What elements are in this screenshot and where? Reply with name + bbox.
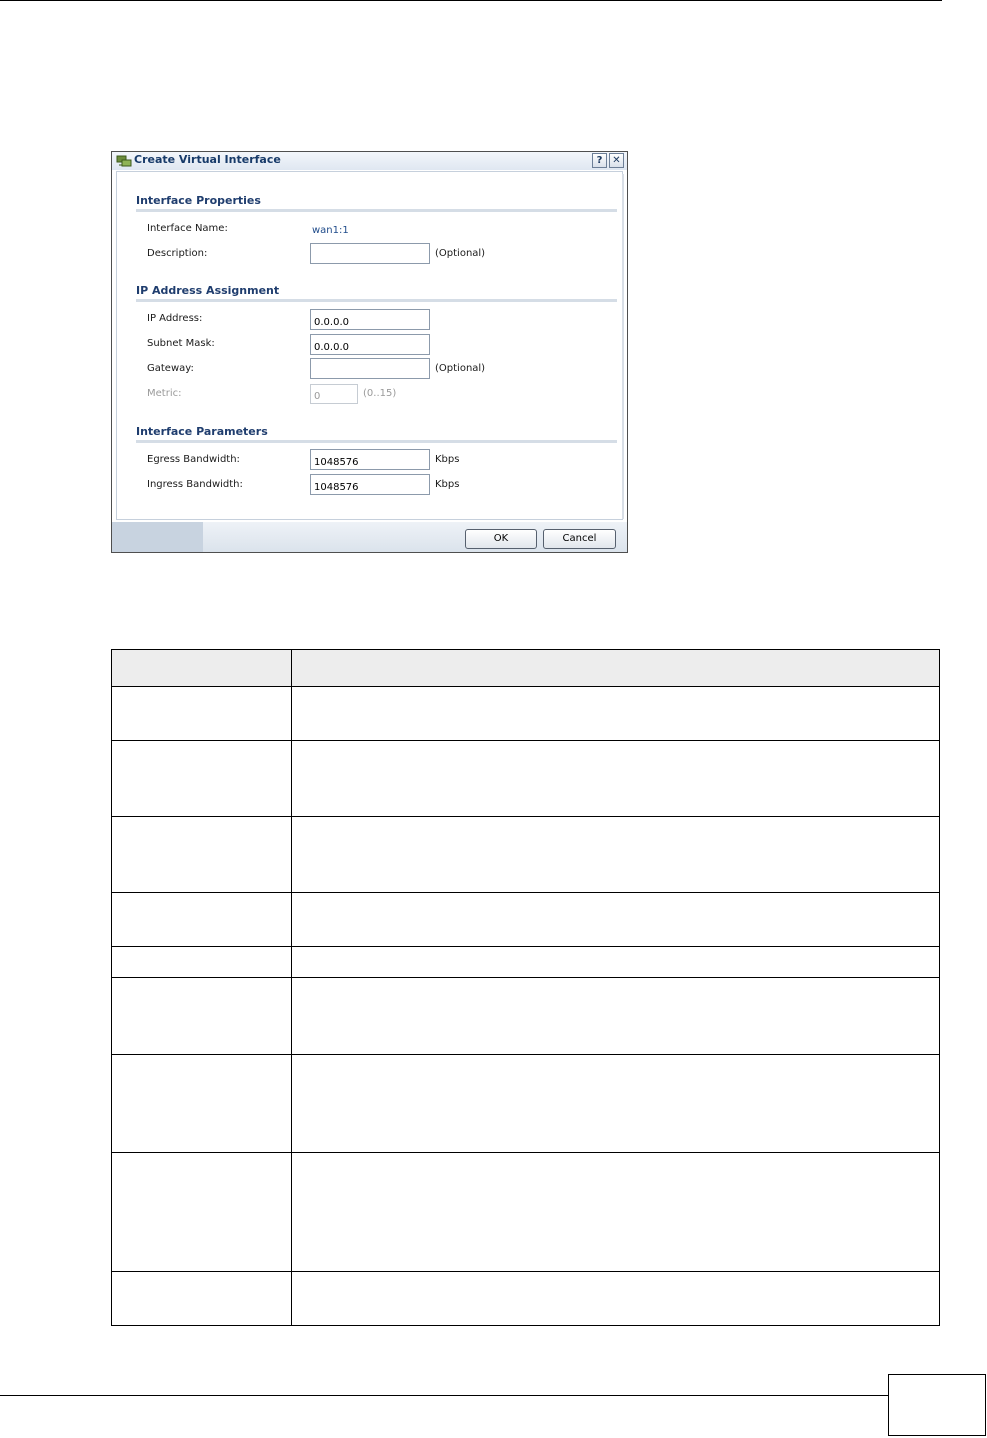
- header-rule: [0, 0, 942, 1]
- egress-bandwidth-input[interactable]: [310, 449, 430, 470]
- table-cell: [112, 893, 292, 947]
- page-number-box: [888, 1374, 986, 1436]
- table-cell: [292, 978, 940, 1055]
- gateway-label: Gateway:: [147, 363, 194, 374]
- table-row: [112, 687, 940, 741]
- table-cell: [292, 741, 940, 817]
- close-icon: ✕: [612, 155, 621, 166]
- table-row: [112, 741, 940, 817]
- table-cell: [292, 817, 940, 893]
- table-row: [112, 1055, 940, 1153]
- ok-button[interactable]: OK: [465, 529, 537, 549]
- create-virtual-interface-dialog: [111, 151, 628, 553]
- table-cell: [112, 741, 292, 817]
- ingress-bandwidth-input[interactable]: [310, 474, 430, 495]
- section-title-ip-address-assignment: IP Address Assignment: [136, 284, 280, 297]
- table-row: [112, 947, 940, 978]
- table-cell: [292, 1055, 940, 1153]
- field-description-table: [111, 649, 940, 1326]
- help-icon: ?: [596, 155, 603, 166]
- section-divider: [136, 440, 617, 443]
- description-input[interactable]: [310, 243, 430, 264]
- table-cell: [112, 1055, 292, 1153]
- dialog-title: Create Virtual Interface: [134, 153, 281, 166]
- footer-rule: [0, 1395, 888, 1396]
- table-cell: [292, 1153, 940, 1272]
- subnet-mask-label: Subnet Mask:: [147, 338, 215, 349]
- table-cell: [292, 687, 940, 741]
- metric-label: Metric:: [147, 388, 182, 399]
- table-row: [112, 1272, 940, 1326]
- gateway-input[interactable]: [310, 358, 430, 379]
- ingress-bandwidth-label: Ingress Bandwidth:: [147, 479, 243, 490]
- table-cell: [112, 687, 292, 741]
- egress-bandwidth-unit: Kbps: [435, 454, 460, 465]
- ingress-bandwidth-unit: Kbps: [435, 479, 460, 490]
- dialog-content: [116, 171, 623, 520]
- egress-bandwidth-label: Egress Bandwidth:: [147, 454, 240, 465]
- description-optional-hint: (Optional): [435, 248, 486, 259]
- table-cell: [112, 1272, 292, 1326]
- close-button[interactable]: [609, 153, 624, 168]
- ip-address-input[interactable]: [310, 309, 430, 330]
- table-row: [112, 893, 940, 947]
- ip-address-label: IP Address:: [147, 313, 203, 324]
- dialog-footer: [112, 522, 627, 552]
- footer-side-panel: [112, 522, 203, 552]
- section-title-interface-properties: Interface Properties: [136, 194, 261, 207]
- table-cell: [112, 1153, 292, 1272]
- table-cell: [112, 978, 292, 1055]
- cancel-button[interactable]: Cancel: [543, 529, 616, 549]
- table-header-cell: [112, 650, 292, 687]
- help-button[interactable]: [592, 153, 607, 168]
- metric-input[interactable]: [310, 384, 358, 404]
- table-cell: [292, 947, 940, 978]
- section-divider: [136, 209, 617, 212]
- table-cell: [292, 893, 940, 947]
- section-divider: [136, 299, 617, 302]
- network-interface-icon: [116, 154, 132, 168]
- interface-name-label: Interface Name:: [147, 223, 228, 234]
- table-header-cell: [292, 650, 940, 687]
- metric-range-hint: (0..15): [363, 388, 397, 399]
- dialog-titlebar[interactable]: [112, 152, 627, 170]
- table-cell: [112, 817, 292, 893]
- section-title-interface-parameters: Interface Parameters: [136, 425, 268, 438]
- gateway-optional-hint: (Optional): [435, 363, 486, 374]
- table-row: [112, 817, 940, 893]
- table-cell: [112, 947, 292, 978]
- table-row: [112, 1153, 940, 1272]
- table-header-row: [112, 650, 940, 687]
- scrollbar[interactable]: [622, 174, 624, 519]
- table-row: [112, 978, 940, 1055]
- subnet-mask-input[interactable]: [310, 334, 430, 355]
- table-cell: [292, 1272, 940, 1326]
- description-label: Description:: [147, 248, 208, 259]
- interface-name-value: wan1:1: [312, 225, 349, 236]
